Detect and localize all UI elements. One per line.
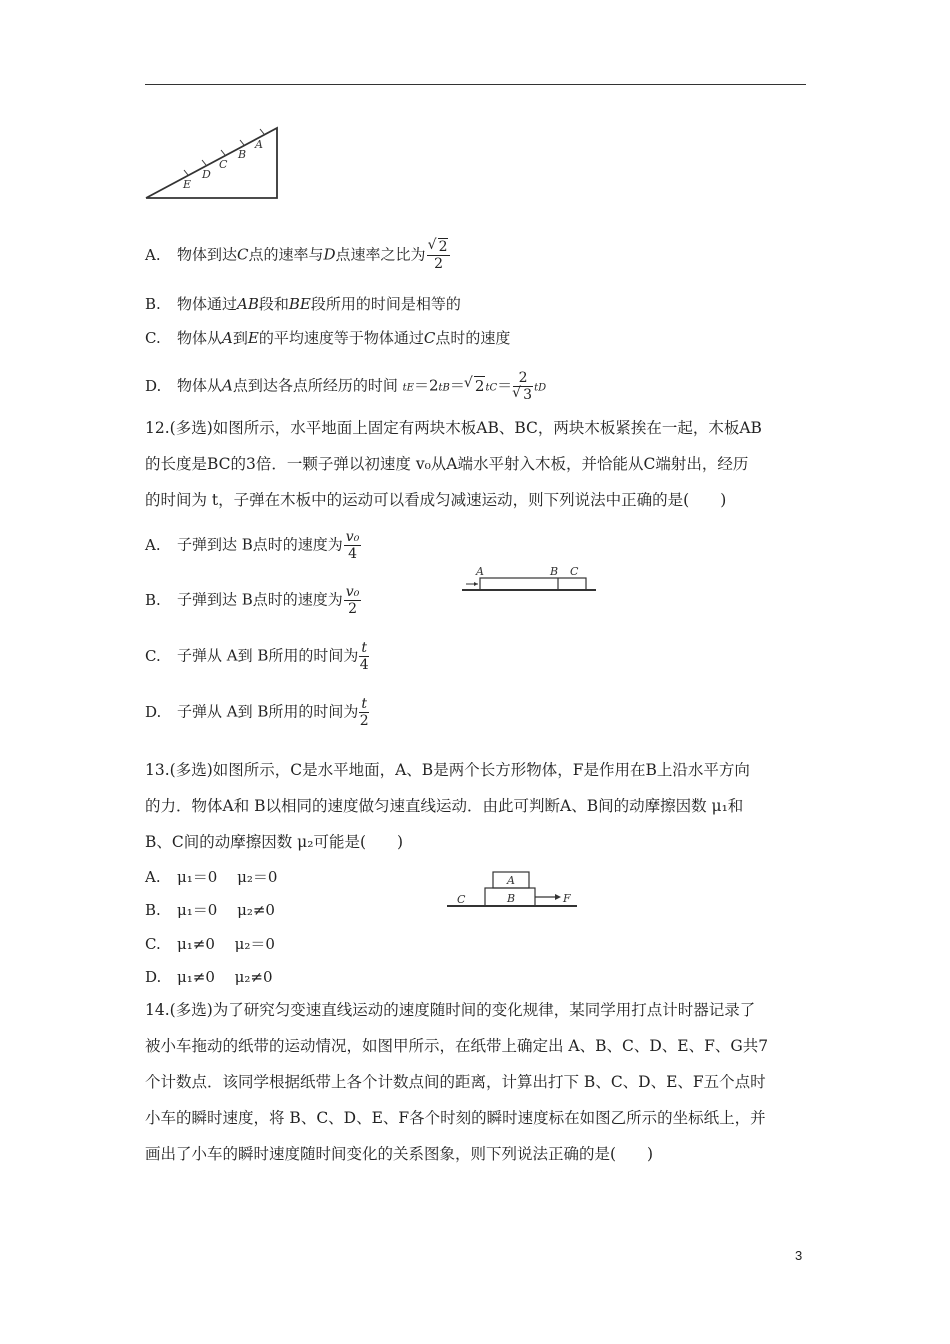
q13-stem: 13.(多选)如图所示，C是水平地面，A、B是两个长方形物体，F是作用在B上沿水平方向 的力．物体A和 B以相同的速度做匀速直线运动．由此可判断A、B间的动摩擦因数 μ₁和 B、C间的动摩擦因数 μ₂可能是( ) [145,761,750,851]
q13-option-b: B. μ₁＝0 μ₂≠0 [145,901,275,919]
q11-option-a: A. 物体到达C点的速率与D点速率之比为 √ $\frac{2}{2}$ [145,240,451,271]
incline-label-a: A [255,138,263,151]
q11-option-b: B. 物体通过AB段和BE段所用的时间是相等的 [145,295,461,313]
incline-label-e: E [183,178,192,191]
block-label-a: A [507,874,515,887]
q13-option-a: A. μ₁＝0 μ₂＝0 [145,868,278,886]
q13-option-c: C. μ₁≠0 μ₂＝0 [145,935,275,953]
q12-option-a: A. 子弹到达 B点时的速度为 $\frac{\text{v₀}}{4}$ [145,529,360,562]
ratio-fraction: √ $\frac{2}{2}$ [427,240,451,271]
page-number: 3 [795,1248,803,1263]
incline-label-b: B [238,148,247,161]
incline-label-d: D [202,168,211,181]
sqrt-two: √ 2 [465,377,486,395]
block-label-f: F [563,892,571,905]
q13-option-d: D. μ₁≠0 μ₂≠0 [145,968,273,986]
incline-figure [140,120,290,205]
q12-option-c: C. 子弹从 A到 B所用的时间为 $\frac{t}{4}$ [145,640,369,673]
q11-option-d: D. 物体从A点到达各点所经历的时间 tE＝2tB＝√ 2tC＝ 2 √ 3 tD [145,371,546,402]
board-label-c: C [570,565,579,578]
incline-label-c: C [219,158,228,171]
q14-stem: 14.(多选)为了研究匀变速直线运动的速度随时间的变化规律，某同学用打点计时器记录了 被小车拖动的纸带的运动情况，如图甲所示，在纸带上确定出 A、B、C、D、E、F、G共7 个计数点．该同学根据纸带上各个计数点间的距离，计算出打下 B、C、D、E、F五个点时 小车的瞬时速度，将 B、C、D、E、F各个时刻的瞬时速度标在如图乙所示的坐标纸上，并 画出了小车的瞬时速度随时间变化的关系图象，则下列说法正确的是( ) [145,1001,769,1163]
q12-option-d: D. 子弹从 A到 B所用的时间为 $\frac{t}{2}$ [145,696,369,729]
board-figure [460,560,600,596]
q11-option-c: C. 物体从A到E的平均速度等于物体通过C点时的速度 [145,329,511,347]
board-label-a: A [476,565,484,578]
block-label-b: B [507,892,516,905]
block-label-c: C [457,893,466,906]
two-over-sqrt-three: 2 √ 3 [513,371,533,402]
q12-option-b: B. 子弹到达 B点时的速度为 $\frac{\text{v₀}}{2}$ [145,584,360,617]
header-rule [145,84,806,85]
board-label-b: B [550,565,559,578]
q12-stem: 12.(多选)如图所示，水平地面上固定有两块木板AB、BC，两块木板紧挨在一起，木板AB 的长度是BC的3倍．一颗子弹以初速度 v₀从A端水平射入木板，并恰能从C端射出，经历 的时间为 t，子弹在木板中的运动可以看成匀减速运动，则下列说法中正确的是( ) [145,419,762,509]
block-figure [445,866,585,916]
